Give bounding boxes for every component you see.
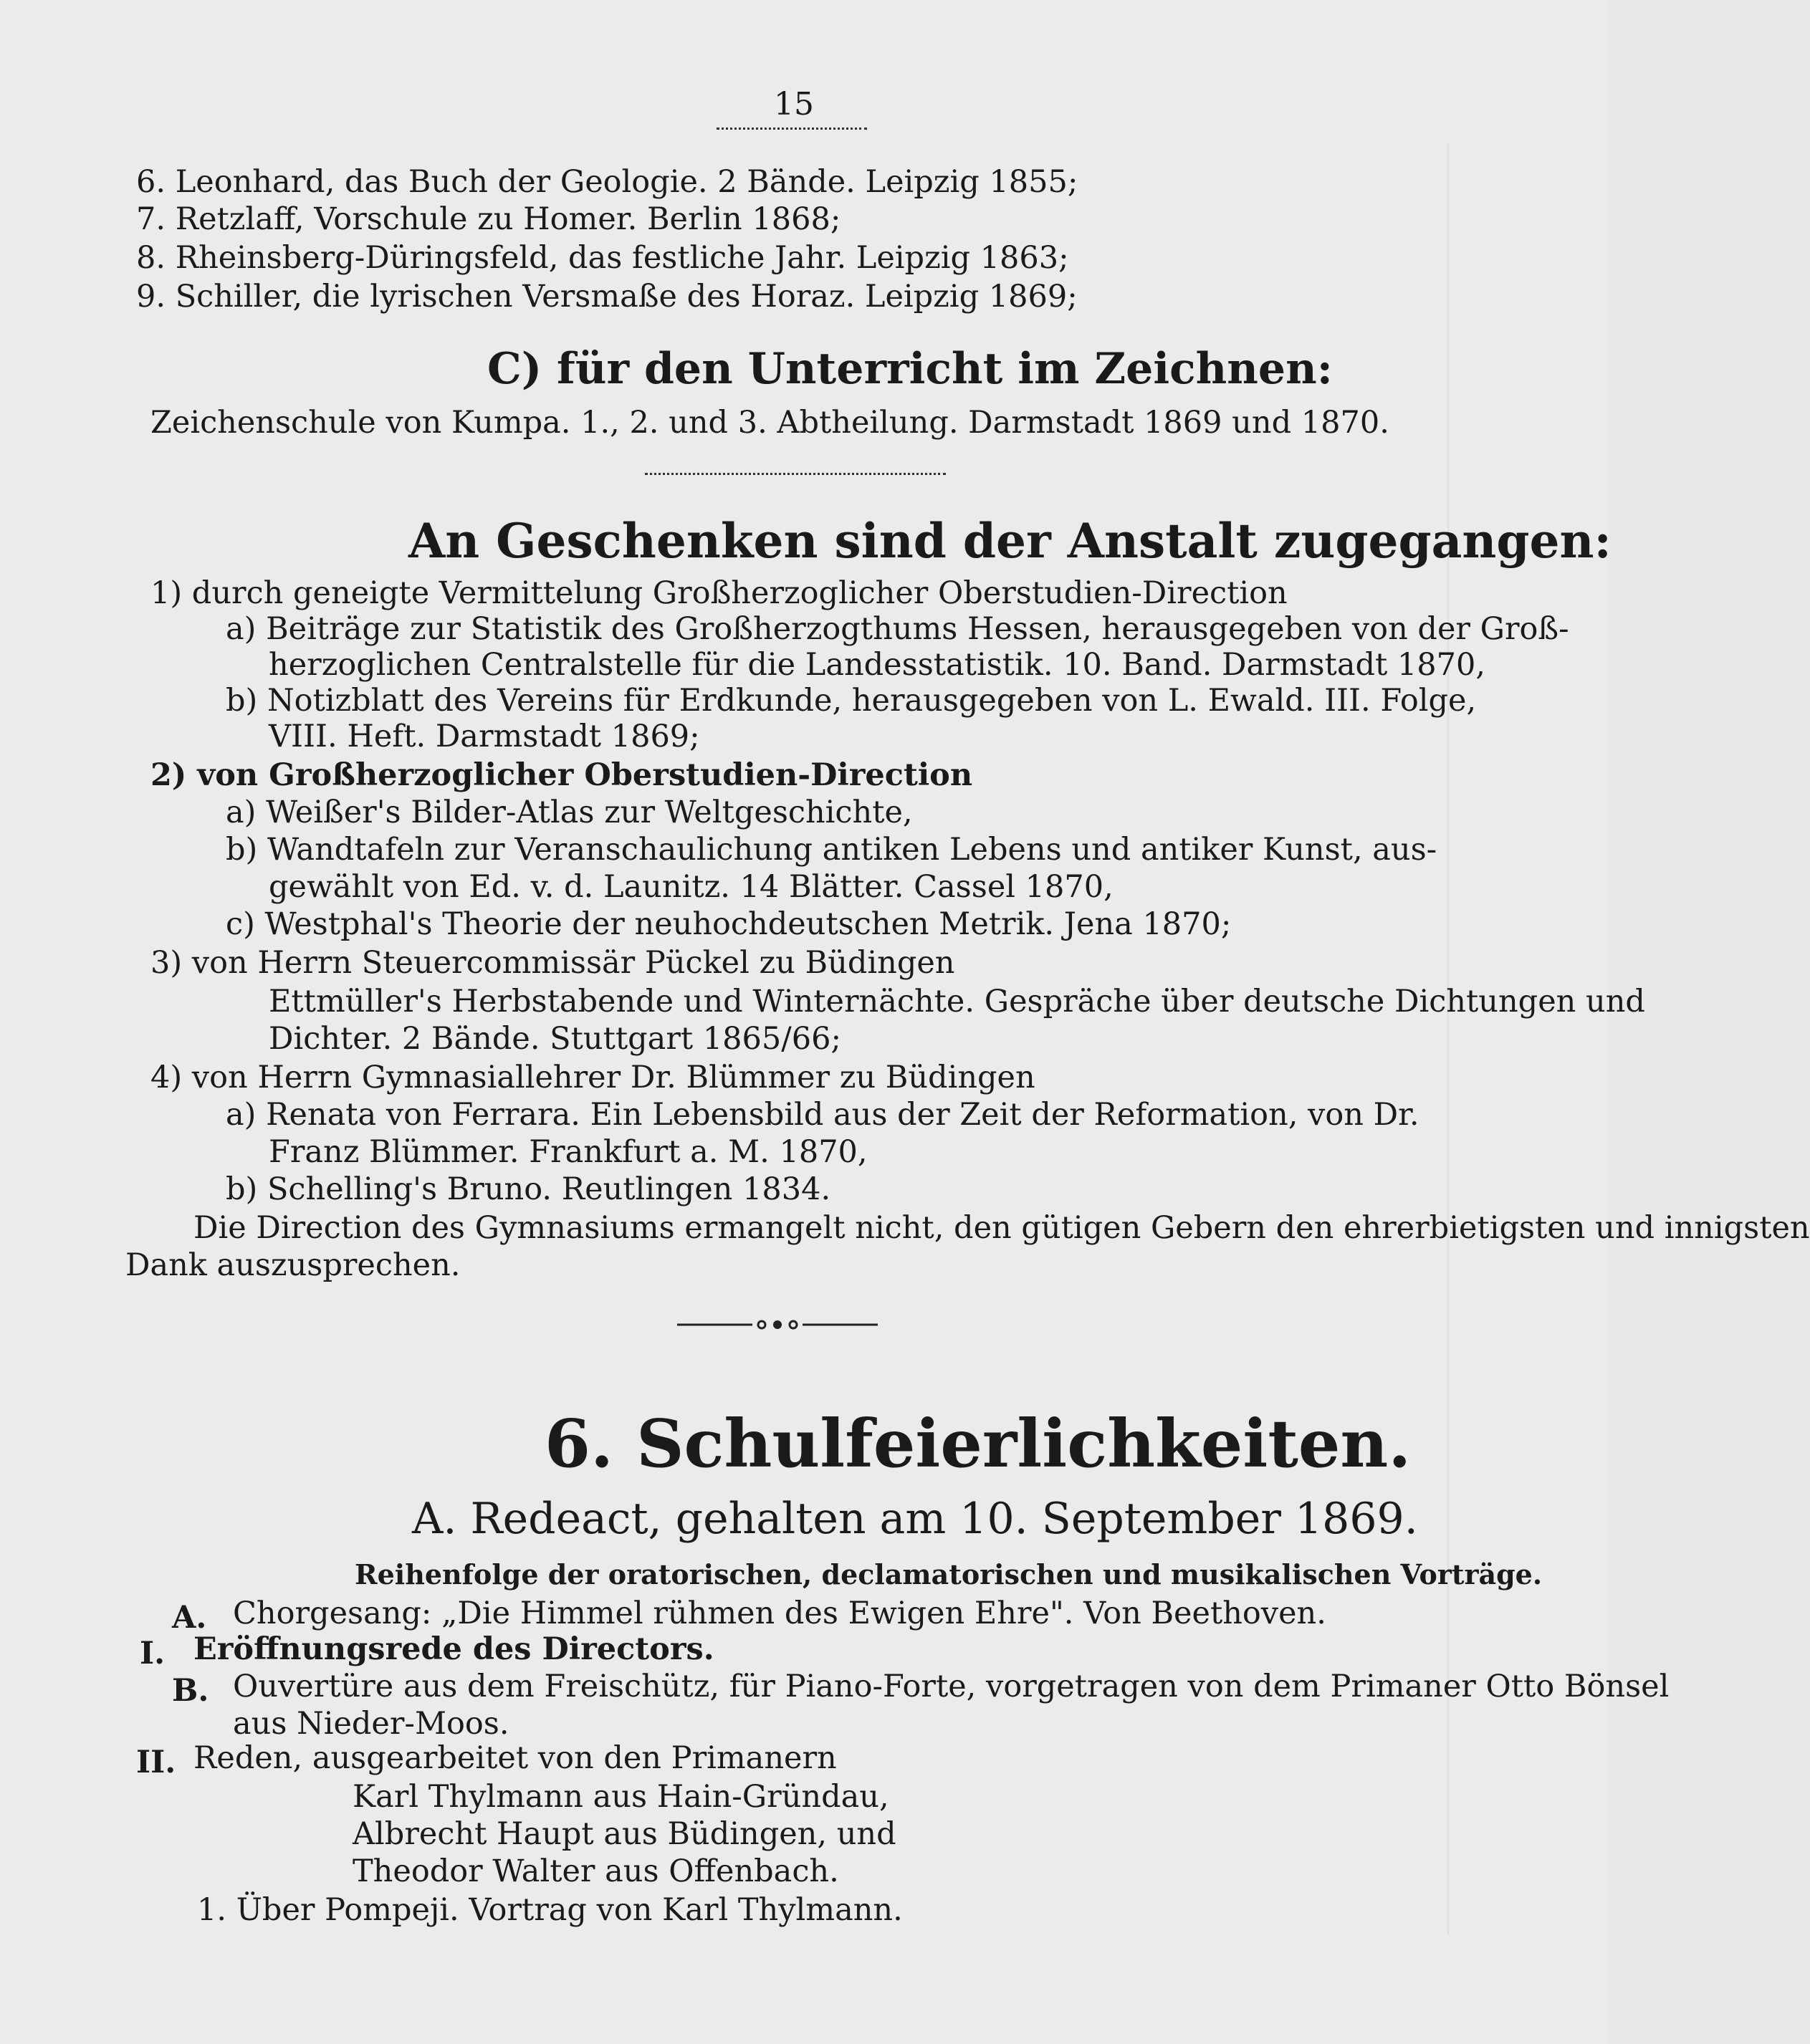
program-item: aus Nieder-Moos. <box>233 1706 509 1742</box>
section-c-heading: C) für den Unterricht im Zeichnen: <box>487 344 1333 394</box>
gift-line: gewählt von Ed. v. d. Launitz. 14 Blätter. Cassel 1870, <box>269 869 1114 905</box>
section-divider <box>645 469 946 475</box>
program-sequence-title: Reihenfolge der oratorischen, declamatorischen und musikalischen Vorträge. <box>355 1558 1543 1590</box>
program-item: Chorgesang: „Die Himmel rühmen des Ewigen Ehre". Von Beethoven. <box>233 1596 1326 1631</box>
page-number: 15 <box>774 86 814 123</box>
book-entry: 8. Rheinsberg-Düringsfeld, das festliche Jahr. Leipzig 1863; <box>136 240 1069 276</box>
gift-line: herzoglichen Centralstelle für die Landesstatistik. 10. Band. Darmstadt 1870, <box>269 647 1486 683</box>
program-marker: I. <box>140 1636 166 1671</box>
section-six-subheading: A. Redeact, gehalten am 10. September 1869. <box>412 1494 1418 1544</box>
program-item: Reden, ausgearbeitet von den Primanern <box>193 1740 837 1776</box>
page-number-rule <box>717 123 867 130</box>
gift-line: b) Wandtafeln zur Veranschaulichung antiken Lebens und antiker Kunst, aus- <box>226 832 1437 868</box>
gift-line: 4) von Herrn Gymnasiallehrer Dr. Blümmer zu Büdingen <box>150 1060 1035 1095</box>
program-marker: II. <box>136 1745 176 1780</box>
program-marker: B. <box>172 1673 209 1709</box>
gift-line: 2) von Großherzoglicher Oberstudien-Direction <box>150 757 973 793</box>
gift-line: Franz Blümmer. Frankfurt a. M. 1870, <box>269 1134 868 1170</box>
gift-line: b) Notizblatt des Vereins für Erdkunde, herausgegeben von L. Ewald. III. Folge, <box>226 683 1477 719</box>
gift-line: a) Weißer's Bilder-Atlas zur Weltgeschichte, <box>226 795 913 830</box>
book-entry: 7. Retzlaff, Vorschule zu Homer. Berlin 1868; <box>136 201 841 237</box>
program-item: Albrecht Haupt aus Büdingen, und <box>353 1816 896 1852</box>
program-marker: A. <box>172 1600 207 1636</box>
bleed-through-margin <box>1419 143 1449 1934</box>
book-entry: 6. Leonhard, das Buch der Geologie. 2 Bände. Leipzig 1855; <box>136 164 1078 200</box>
gift-line: Dichter. 2 Bände. Stuttgart 1865/66; <box>269 1021 841 1057</box>
program-item: Ouvertüre aus dem Freischütz, für Piano-Forte, vorgetragen von dem Primaner Otto Bönsel <box>233 1669 1670 1704</box>
gift-line: VIII. Heft. Darmstadt 1869; <box>269 719 700 754</box>
gift-line: Dank auszusprechen. <box>125 1247 461 1283</box>
gift-line: b) Schelling's Bruno. Reutlingen 1834. <box>226 1171 831 1207</box>
gift-line: c) Westphal's Theorie der neuhochdeutschen Metrik. Jena 1870; <box>226 906 1232 942</box>
program-item: Karl Thylmann aus Hain-Gründau, <box>353 1779 889 1815</box>
gift-line: Ettmüller's Herbstabende und Winternächte. Gespräche über deutsche Dichtungen und <box>269 984 1645 1019</box>
program-item: Eröffnungsrede des Directors. <box>193 1631 714 1667</box>
book-entry: 9. Schiller, die lyrischen Versmaße des Horaz. Leipzig 1869; <box>136 279 1078 315</box>
gift-line: Die Direction des Gymnasiums ermangelt nicht, den gütigen Gebern den ehrerbietigsten und innigsten <box>193 1210 1810 1246</box>
gifts-heading: An Geschenken sind der Anstalt zugegangen: <box>408 513 1612 569</box>
ornament-rule <box>677 1314 878 1335</box>
program-item: 1. Über Pompeji. Vortrag von Karl Thylmann. <box>197 1892 903 1928</box>
gift-line: 3) von Herrn Steuercommissär Pückel zu Büdingen <box>150 945 955 981</box>
gift-line: a) Beiträge zur Statistik des Großherzogthums Hessen, herausgegeben von der Groß- <box>226 611 1569 647</box>
section-six-heading: 6. Schulfeierlichkeiten. <box>545 1405 1412 1482</box>
gift-line: a) Renata von Ferrara. Ein Lebensbild aus der Zeit der Reformation, von Dr. <box>226 1097 1419 1133</box>
gift-line: 1) durch geneigte Vermittelung Großherzoglicher Oberstudien-Direction <box>150 575 1288 611</box>
program-item: Theodor Walter aus Offenbach. <box>353 1853 839 1889</box>
section-c-line: Zeichenschule von Kumpa. 1., 2. und 3. Abtheilung. Darmstadt 1869 und 1870. <box>150 405 1389 441</box>
